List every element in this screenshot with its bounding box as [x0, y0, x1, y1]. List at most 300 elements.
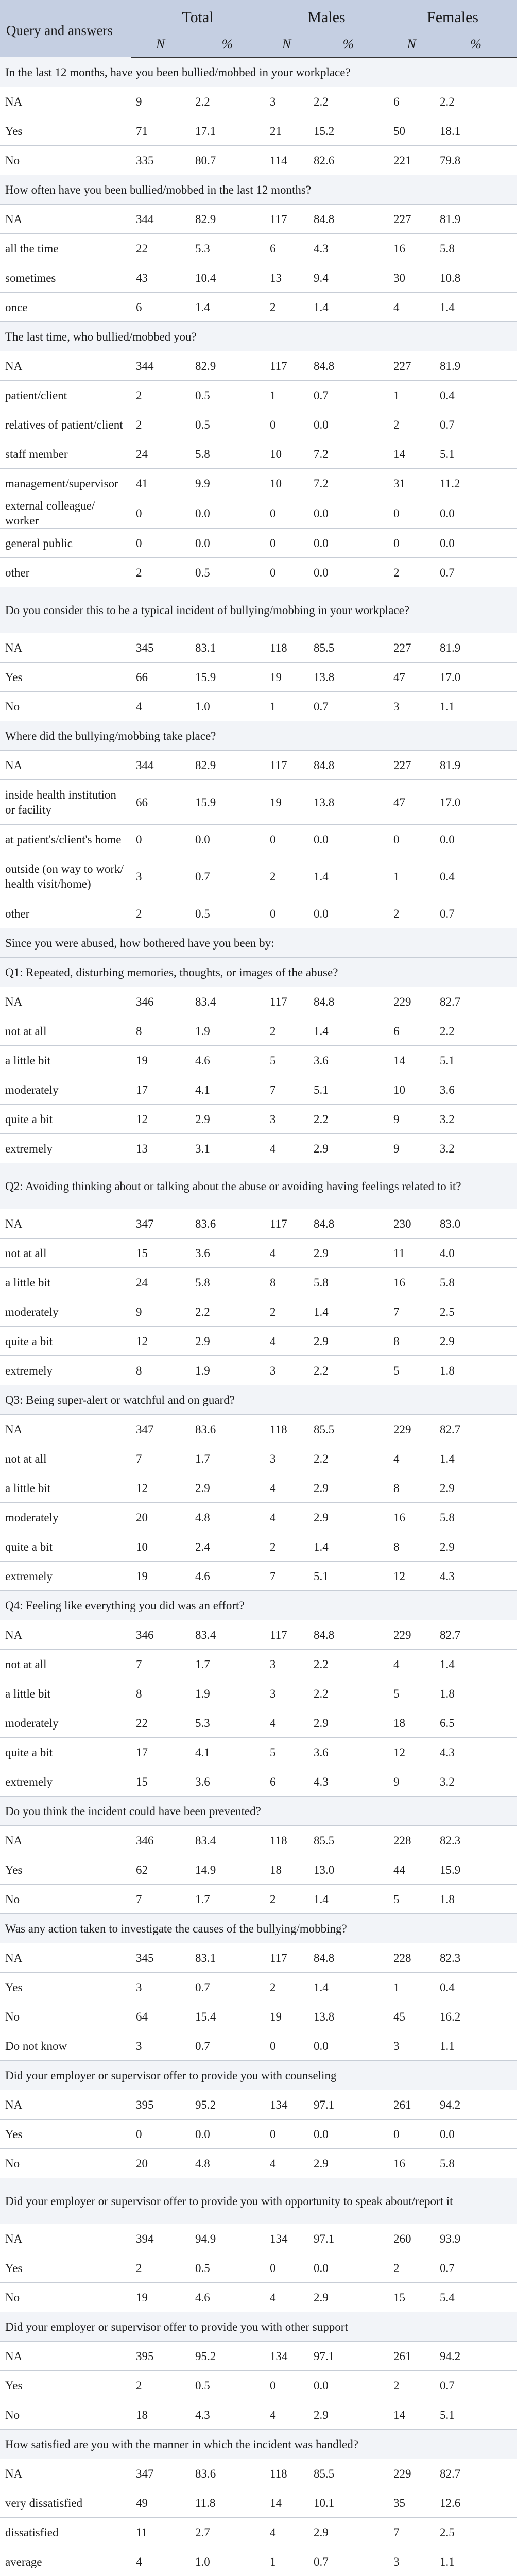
answer-value: 18 [388, 1708, 435, 1738]
question-row [0, 1797, 517, 1826]
answer-value: 2.2 [308, 1356, 388, 1385]
answer-value: 19 [265, 2002, 308, 2031]
answer-value: 5 [388, 1356, 435, 1385]
answer-value: 1.9 [190, 1016, 265, 1046]
answer-value: 1.0 [190, 2547, 265, 2576]
answer-label: a little bit [0, 1268, 131, 1297]
answer-value: 2.9 [435, 1532, 517, 1562]
answer-value: 81.9 [435, 205, 517, 234]
answer-value: 3 [265, 87, 308, 116]
answer-value: 0 [265, 2253, 308, 2283]
question-row [0, 587, 517, 633]
answer-value: 1.4 [190, 293, 265, 322]
answer-value: 50 [388, 116, 435, 146]
answer-value: 11.8 [190, 2488, 265, 2518]
answer-value: 10 [131, 1532, 190, 1562]
answer-label: quite a bit [0, 1738, 131, 1767]
answer-label: not at all [0, 1444, 131, 1473]
answer-value: 17.0 [435, 663, 517, 692]
answer-label: extremely [0, 1562, 131, 1591]
answer-value: 9.4 [308, 263, 388, 293]
answer-value: 9 [388, 1767, 435, 1797]
answer-value: 4.8 [190, 1503, 265, 1532]
answer-value: 2.9 [435, 1473, 517, 1503]
answer-value: 3 [265, 1356, 308, 1385]
question-row [0, 1914, 517, 1943]
answer-value: 0.5 [190, 410, 265, 439]
question-row [0, 57, 517, 87]
answer-value: 81.9 [435, 633, 517, 663]
answer-row [0, 439, 517, 469]
answer-value: 4 [265, 1134, 308, 1163]
answer-value: 2 [131, 2253, 190, 2283]
answer-value: 85.5 [308, 2459, 388, 2488]
answer-value: 66 [131, 780, 190, 825]
answer-value: 12 [388, 1738, 435, 1767]
answer-value: 2 [131, 2371, 190, 2400]
answer-value: 1.8 [435, 1679, 517, 1708]
answer-value: 82.7 [435, 1620, 517, 1650]
answer-value: 5.1 [435, 2400, 517, 2430]
answer-value: 3 [265, 1650, 308, 1679]
answer-value: 10 [388, 1075, 435, 1105]
answer-value: 346 [131, 1620, 190, 1650]
answer-value: 1.7 [190, 1444, 265, 1473]
answer-value: 4.1 [190, 1075, 265, 1105]
answer-value: 1.4 [435, 1444, 517, 1473]
answer-label: NA [0, 1209, 131, 1239]
answer-row [0, 2120, 517, 2149]
answer-value: 0 [265, 498, 308, 529]
answer-value: 4 [265, 1327, 308, 1356]
answer-value: 2.2 [308, 1679, 388, 1708]
answer-value: 80.7 [190, 146, 265, 175]
answer-value: 84.8 [308, 1620, 388, 1650]
answer-label: a little bit [0, 1679, 131, 1708]
answer-value: 5.8 [435, 1503, 517, 1532]
answer-value: 395 [131, 2090, 190, 2120]
answer-value: 6.5 [435, 1708, 517, 1738]
answer-value: 0 [388, 825, 435, 854]
answer-value: 1.1 [435, 2547, 517, 2576]
answer-label: all the time [0, 234, 131, 263]
answer-value: 2 [131, 381, 190, 410]
answer-label: NA [0, 1943, 131, 1973]
answer-value: 1 [388, 854, 435, 899]
answer-label: extremely [0, 1767, 131, 1797]
answer-label: dissatisfied [0, 2518, 131, 2547]
answer-value: 0 [265, 410, 308, 439]
answer-label: No [0, 2002, 131, 2031]
answer-value: 2.9 [308, 2518, 388, 2547]
answer-value: 13.8 [308, 663, 388, 692]
answer-value: 18 [131, 2400, 190, 2430]
answer-value: 5 [388, 1885, 435, 1914]
answer-row [0, 205, 517, 234]
answer-value: 227 [388, 205, 435, 234]
answer-value: 395 [131, 2342, 190, 2371]
answer-value: 261 [388, 2342, 435, 2371]
answer-value: 4 [131, 692, 190, 721]
answer-row [0, 1620, 517, 1650]
answer-value: 95.2 [190, 2342, 265, 2371]
answer-label: NA [0, 751, 131, 780]
answer-value: 2.9 [308, 1708, 388, 1738]
answer-value: 82.7 [435, 1415, 517, 1444]
answer-value: 2.9 [190, 1327, 265, 1356]
answer-label: NA [0, 87, 131, 116]
answer-value: 118 [265, 633, 308, 663]
answer-value: 345 [131, 633, 190, 663]
answer-value: 2 [265, 1532, 308, 1562]
answer-value: 1.9 [190, 1679, 265, 1708]
answer-value: 228 [388, 1943, 435, 1973]
answer-value: 14.9 [190, 1855, 265, 1885]
answer-value: 5.8 [435, 2149, 517, 2178]
answer-row [0, 1075, 517, 1105]
answer-value: 9 [131, 1297, 190, 1327]
answer-row [0, 751, 517, 780]
answer-value: 4.3 [435, 1562, 517, 1591]
answer-row [0, 529, 517, 558]
answer-value: 13.0 [308, 1855, 388, 1885]
answer-value: 2 [131, 899, 190, 928]
question-text: Do you think the incident could have been prevented? [0, 1797, 517, 1826]
answer-value: 345 [131, 1943, 190, 1973]
answer-value: 30 [388, 263, 435, 293]
answer-value: 3.2 [435, 1767, 517, 1797]
answer-value: 1.9 [190, 1356, 265, 1385]
answer-value: 0.7 [308, 381, 388, 410]
answer-value: 3.1 [190, 1134, 265, 1163]
answer-label: No [0, 146, 131, 175]
answer-row [0, 1268, 517, 1297]
answer-row [0, 1650, 517, 1679]
answer-value: 0 [265, 2371, 308, 2400]
answer-value: 4.3 [308, 1767, 388, 1797]
answer-value: 3.2 [435, 1105, 517, 1134]
answer-value: 2.5 [435, 1297, 517, 1327]
answer-value: 17 [131, 1075, 190, 1105]
answer-label: general public [0, 529, 131, 558]
answer-label: NA [0, 351, 131, 381]
answer-value: 83.4 [190, 987, 265, 1016]
answer-row [0, 780, 517, 825]
answer-row [0, 1415, 517, 1444]
answer-row [0, 692, 517, 721]
answer-value: 3 [388, 692, 435, 721]
answer-value: 0.0 [190, 2120, 265, 2149]
answer-value: 17.0 [435, 780, 517, 825]
answer-value: 83.4 [190, 1620, 265, 1650]
question-text: Q1: Repeated, disturbing memories, thoughts, or images of the abuse? [0, 958, 517, 987]
answer-label: NA [0, 2459, 131, 2488]
answer-value: 117 [265, 205, 308, 234]
answer-value: 10 [265, 439, 308, 469]
answer-value: 0.0 [190, 825, 265, 854]
answer-value: 0 [131, 2120, 190, 2149]
answer-label: external colleague/ worker [0, 498, 131, 529]
answer-row [0, 1016, 517, 1046]
answer-label: NA [0, 2342, 131, 2371]
answer-row [0, 1297, 517, 1327]
answer-value: 344 [131, 205, 190, 234]
answer-value: 13 [265, 263, 308, 293]
question-text: Since you were abused, how bothered have you been by: [0, 928, 517, 958]
answer-value: 20 [131, 2149, 190, 2178]
answer-value: 134 [265, 2090, 308, 2120]
answer-value: 2.9 [308, 1503, 388, 1532]
answer-value: 5 [265, 1046, 308, 1075]
header-sub-label: % [308, 31, 388, 57]
answer-value: 0 [265, 558, 308, 587]
answer-value: 62 [131, 1855, 190, 1885]
answer-row [0, 293, 517, 322]
answer-value: 84.8 [308, 751, 388, 780]
answer-value: 0.0 [435, 498, 517, 529]
answer-value: 4.3 [435, 1738, 517, 1767]
question-row [0, 958, 517, 987]
table-body [0, 57, 517, 2576]
answer-value: 2.2 [435, 1016, 517, 1046]
answer-label: NA [0, 633, 131, 663]
answer-label: other [0, 899, 131, 928]
answer-value: 7 [131, 1885, 190, 1914]
answer-row [0, 2342, 517, 2371]
answer-value: 94.2 [435, 2090, 517, 2120]
answer-label: No [0, 692, 131, 721]
answer-value: 9 [388, 1134, 435, 1163]
answer-label: Yes [0, 2253, 131, 2283]
answer-value: 22 [131, 1708, 190, 1738]
answer-value: 43 [131, 263, 190, 293]
answer-value: 8 [388, 1532, 435, 1562]
answer-value: 4 [265, 1708, 308, 1738]
answer-row [0, 1503, 517, 1532]
answer-value: 344 [131, 351, 190, 381]
answer-label: No [0, 1885, 131, 1914]
answer-row [0, 146, 517, 175]
answer-value: 1.8 [435, 1885, 517, 1914]
answer-value: 12.6 [435, 2488, 517, 2518]
answer-value: 17.1 [190, 116, 265, 146]
answer-value: 0.7 [190, 1973, 265, 2002]
answer-row [0, 1943, 517, 1973]
answer-value: 11.2 [435, 469, 517, 498]
answer-value: 15.9 [435, 1855, 517, 1885]
answer-value: 3.6 [190, 1239, 265, 1268]
question-row [0, 928, 517, 958]
header-sub-label: % [435, 31, 517, 57]
answer-value: 1 [388, 381, 435, 410]
answer-label: NA [0, 2224, 131, 2253]
answer-value: 5.1 [435, 1046, 517, 1075]
answer-value: 229 [388, 1415, 435, 1444]
answer-value: 0.5 [190, 899, 265, 928]
answer-value: 4 [388, 1650, 435, 1679]
answer-value: 335 [131, 146, 190, 175]
answer-row [0, 234, 517, 263]
answer-row [0, 2090, 517, 2120]
answer-value: 0.7 [435, 899, 517, 928]
answer-value: 7 [131, 1650, 190, 1679]
answer-value: 0 [265, 2120, 308, 2149]
answer-label: relatives of patient/client [0, 410, 131, 439]
answer-row [0, 2031, 517, 2061]
answer-row [0, 2002, 517, 2031]
answer-value: 19 [265, 663, 308, 692]
answer-value: 0.4 [435, 381, 517, 410]
answer-value: 2 [265, 854, 308, 899]
answer-value: 11 [131, 2518, 190, 2547]
answer-value: 5.8 [435, 234, 517, 263]
answer-value: 3 [388, 2031, 435, 2061]
answer-value: 15.2 [308, 116, 388, 146]
answer-value: 19 [131, 2283, 190, 2312]
answer-value: 1.8 [435, 1356, 517, 1385]
answer-value: 64 [131, 2002, 190, 2031]
answer-value: 7.2 [308, 439, 388, 469]
answer-value: 261 [388, 2090, 435, 2120]
answer-value: 1.4 [308, 1973, 388, 2002]
question-row [0, 2312, 517, 2342]
question-text: Did your employer or supervisor offer to provide you with counseling [0, 2061, 517, 2090]
answer-value: 18.1 [435, 116, 517, 146]
answer-value: 229 [388, 987, 435, 1016]
answer-value: 0.0 [308, 825, 388, 854]
answer-label: NA [0, 1620, 131, 1650]
answer-value: 13.8 [308, 780, 388, 825]
answer-value: 4.0 [435, 1239, 517, 1268]
answer-value: 1 [265, 381, 308, 410]
answer-value: 2.2 [308, 1650, 388, 1679]
answer-value: 0.0 [308, 2371, 388, 2400]
answer-row [0, 1767, 517, 1797]
answer-value: 15 [131, 1239, 190, 1268]
answer-row [0, 1562, 517, 1591]
answer-value: 0.5 [190, 2371, 265, 2400]
answer-value: 0.7 [435, 2253, 517, 2283]
answer-value: 82.9 [190, 351, 265, 381]
answer-value: 0 [131, 498, 190, 529]
answer-row [0, 1134, 517, 1163]
answer-row [0, 1532, 517, 1562]
answer-label: very dissatisfied [0, 2488, 131, 2518]
answer-value: 117 [265, 1943, 308, 1973]
answer-label: staff member [0, 439, 131, 469]
answer-label: not at all [0, 1650, 131, 1679]
answer-label: outside (on way to work/ health visit/home) [0, 854, 131, 899]
answer-value: 11 [388, 1239, 435, 1268]
answer-value: 0.7 [435, 410, 517, 439]
answer-value: 227 [388, 751, 435, 780]
answer-row [0, 116, 517, 146]
answer-label: NA [0, 205, 131, 234]
answer-value: 4.1 [190, 1738, 265, 1767]
answer-value: 4 [131, 2547, 190, 2576]
answer-value: 22 [131, 234, 190, 263]
answer-value: 16 [388, 1503, 435, 1532]
answer-value: 2.4 [190, 1532, 265, 1562]
question-text: Did your employer or supervisor offer to provide you with other support [0, 2312, 517, 2342]
answer-value: 3 [265, 1679, 308, 1708]
answer-label: moderately [0, 1297, 131, 1327]
answer-value: 3 [265, 1444, 308, 1473]
answer-value: 83.6 [190, 2459, 265, 2488]
question-text: How often have you been bullied/mobbed in the last 12 months? [0, 175, 517, 205]
answer-value: 0.0 [190, 529, 265, 558]
answer-label: Yes [0, 1973, 131, 2002]
answer-value: 3 [265, 1105, 308, 1134]
answer-value: 344 [131, 751, 190, 780]
answer-label: average [0, 2547, 131, 2576]
answer-value: 83.4 [190, 1826, 265, 1855]
answer-value: 3.6 [308, 1738, 388, 1767]
answer-value: 10.8 [435, 263, 517, 293]
answer-value: 2.9 [308, 1473, 388, 1503]
answer-value: 2 [388, 410, 435, 439]
answer-label: management/supervisor [0, 469, 131, 498]
answer-row [0, 87, 517, 116]
header-sub-label: N [131, 31, 190, 57]
answer-value: 19 [131, 1562, 190, 1591]
answer-value: 0 [388, 2120, 435, 2149]
question-row [0, 1591, 517, 1620]
answer-value: 134 [265, 2342, 308, 2371]
answer-value: 12 [131, 1105, 190, 1134]
answer-value: 82.7 [435, 2459, 517, 2488]
answer-row [0, 1105, 517, 1134]
answer-value: 41 [131, 469, 190, 498]
question-text: Did your employer or supervisor offer to provide you with opportunity to speak about/report it [0, 2178, 517, 2224]
answer-value: 0 [388, 498, 435, 529]
answer-row [0, 633, 517, 663]
answer-row [0, 1327, 517, 1356]
answer-value: 83.1 [190, 1943, 265, 1973]
answer-label: inside health institution or facility [0, 780, 131, 825]
answer-row [0, 1738, 517, 1767]
answer-label: quite a bit [0, 1105, 131, 1134]
answer-label: extremely [0, 1134, 131, 1163]
question-text: Q2: Avoiding thinking about or talking about the abuse or avoiding having feelings related to it? [0, 1163, 517, 1209]
answer-value: 0 [265, 529, 308, 558]
answer-value: 5.3 [190, 234, 265, 263]
answer-value: 2.9 [190, 1105, 265, 1134]
answer-value: 0.0 [308, 2253, 388, 2283]
answer-value: 4.6 [190, 1046, 265, 1075]
answer-row [0, 2283, 517, 2312]
answer-value: 8 [131, 1679, 190, 1708]
answer-label: No [0, 2400, 131, 2430]
answer-value: 4 [388, 293, 435, 322]
answer-label: once [0, 293, 131, 322]
answer-value: 83.1 [190, 633, 265, 663]
header-sub-label: N [388, 31, 435, 57]
question-text: Q3: Being super-alert or watchful and on guard? [0, 1385, 517, 1415]
answer-value: 0 [265, 2031, 308, 2061]
answer-row [0, 351, 517, 381]
answer-value: 2.9 [308, 1327, 388, 1356]
answer-value: 8 [388, 1327, 435, 1356]
question-text: In the last 12 months, have you been bullied/mobbed in your workplace? [0, 57, 517, 87]
answer-value: 2.9 [435, 1327, 517, 1356]
answer-row [0, 2400, 517, 2430]
header-sub-label: % [190, 31, 265, 57]
answer-value: 83.6 [190, 1209, 265, 1239]
answer-value: 6 [388, 87, 435, 116]
answer-value: 4 [265, 2518, 308, 2547]
answer-value: 118 [265, 1415, 308, 1444]
